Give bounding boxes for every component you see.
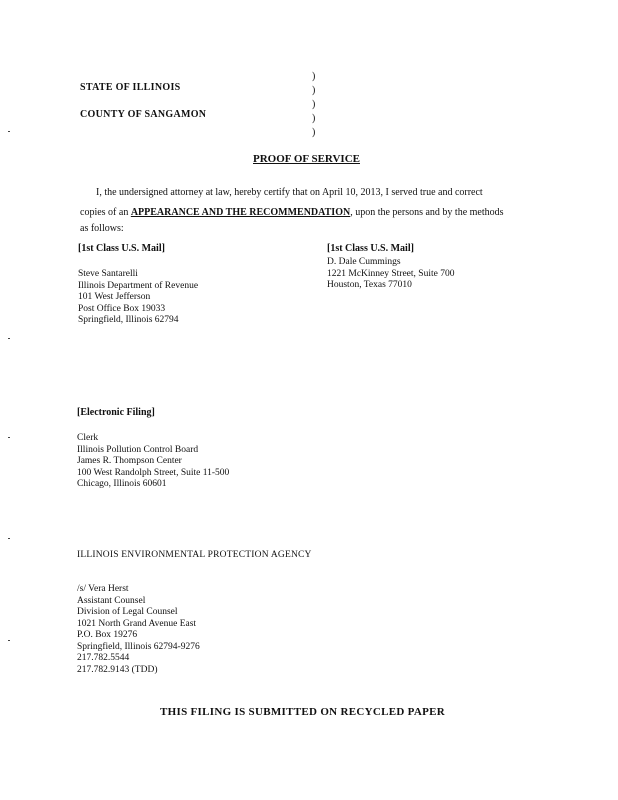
service-method-electronic: [Electronic Filing] <box>77 407 155 418</box>
caption-parens: ) ) ) ) ) <box>312 71 316 138</box>
caption-county: COUNTY OF SANGAMON <box>80 109 207 120</box>
body-line-2-suffix: , upon the persons and by the methods <box>350 207 504 218</box>
margin-mark <box>8 437 10 438</box>
margin-mark <box>8 338 10 339</box>
body-line-2-prefix: copies of an <box>80 207 129 218</box>
body-line-3: as follows: <box>80 223 124 234</box>
service-method-right: [1st Class U.S. Mail] <box>327 243 414 254</box>
body-line-2 <box>80 207 504 219</box>
margin-mark <box>8 538 10 539</box>
electronic-address: Clerk Illinois Pollution Control Board James R. Thompson Center 100 West Randolph Street, Suite 11-500 Chicago, Illinois 60601 <box>77 433 230 489</box>
margin-mark <box>8 640 10 641</box>
agency-name: ILLINOIS ENVIRONMENTAL PROTECTION AGENCY <box>77 550 312 560</box>
service-address-left: Steve Santarelli Illinois Department of Revenue 101 West Jefferson Post Office Box 19033 Springfield, Illinois 62794 <box>78 269 199 325</box>
caption-state: STATE OF ILLINOIS <box>80 82 181 93</box>
document-title: PROOF OF SERVICE <box>253 153 360 165</box>
recycled-paper-notice: THIS FILING IS SUBMITTED ON RECYCLED PAPER <box>160 706 445 718</box>
service-method-left: [1st Class U.S. Mail] <box>78 243 165 254</box>
agency-signature-block: /s/ Vera Herst Assistant Counsel Division of Legal Counsel 1021 North Grand Avenue East P.O. Box 19276 Springfield, Illinois 62794-9276 217.782.5544 217.782.9143 (TDD) <box>77 584 200 675</box>
body-line-1: I, the undersigned attorney at law, hereby certify that on April 10, 2013, I served true and correct <box>96 187 483 198</box>
margin-mark <box>8 131 10 132</box>
document-name: APPEARANCE AND THE RECOMMENDATION <box>130 207 351 218</box>
service-address-right: D. Dale Cummings 1221 McKinney Street, Suite 700 Houston, Texas 77010 <box>327 257 455 290</box>
